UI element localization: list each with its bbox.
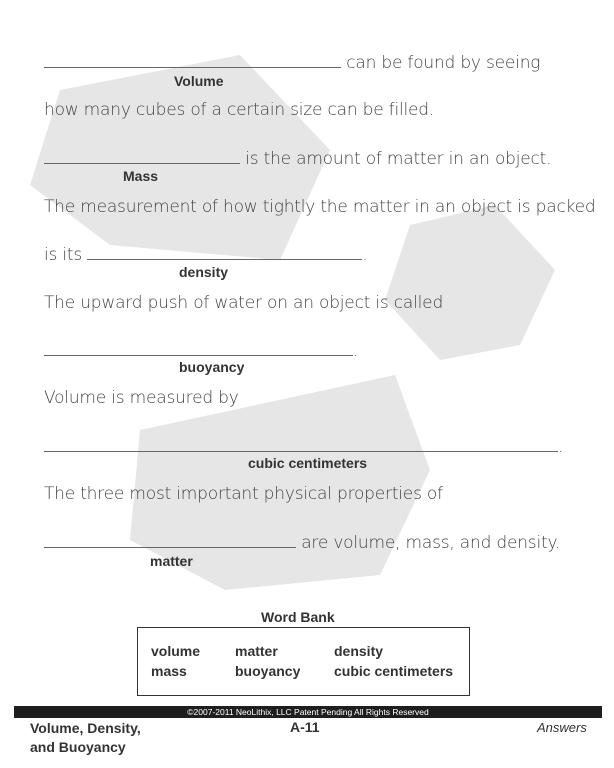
sentence-text: . <box>353 341 359 361</box>
word-bank-word: matter <box>235 643 278 659</box>
sentence-text: The three most important physical properties of <box>44 484 443 504</box>
page-number: A-11 <box>290 719 320 735</box>
word-bank-word: density <box>334 643 384 659</box>
answer-matter: matter <box>150 553 193 569</box>
answer-mass: Mass <box>123 168 159 184</box>
word-bank-word: buoyancy <box>235 663 301 679</box>
answer-density: density <box>179 264 229 280</box>
word-bank-word: mass <box>151 663 187 679</box>
answer-blank[interactable] <box>44 149 240 164</box>
sentence-5-line <box>44 437 563 457</box>
sentence-text: how many cubes of a certain size can be filled. <box>44 100 435 120</box>
sentence-1-line <box>44 53 540 73</box>
answer-cubic-centimeters: cubic centimeters <box>248 455 368 471</box>
sentence-3-line <box>44 245 367 265</box>
answer-blank[interactable] <box>44 341 353 356</box>
sentence-2-line <box>44 149 551 169</box>
sentence-text: Volume is measured by <box>44 388 239 408</box>
answer-volume: Volume <box>174 73 224 89</box>
sentence-text: . <box>558 437 564 457</box>
sentence-text: The measurement of how tightly the matter in an object is packed <box>44 197 596 217</box>
sentence-4-line <box>44 341 358 361</box>
sentence-text: are volume, mass, and density. <box>301 533 561 553</box>
sentence-text: is its <box>44 245 83 265</box>
footer-title <box>30 719 141 757</box>
footer-title-line: Volume, Density, <box>30 720 141 736</box>
sentence-6-line <box>44 533 560 553</box>
footer-title-line: and Buoyancy <box>30 739 126 755</box>
sentence-text: is the amount of matter in an object. <box>245 149 552 169</box>
word-bank-box <box>137 627 470 696</box>
answer-blank[interactable] <box>44 53 341 68</box>
sentence-text: . <box>362 245 368 265</box>
answer-buoyancy: buoyancy <box>179 359 245 375</box>
answer-blank[interactable] <box>87 245 362 260</box>
copyright-bar: ©2007-2011 NeoLithix, LLC Patent Pending All Rights Reserved <box>14 706 602 718</box>
word-bank-title: Word Bank <box>261 609 335 625</box>
sentence-text: The upward push of water on an object is called <box>44 293 444 313</box>
hexagon-shape <box>385 205 555 360</box>
word-bank-word: volume <box>151 643 201 659</box>
answer-blank[interactable] <box>44 533 296 548</box>
answer-blank[interactable] <box>44 437 558 452</box>
answers-label: Answers <box>537 720 587 735</box>
word-bank-word: cubic centimeters <box>334 663 454 679</box>
sentence-text: can be found by seeing <box>346 53 541 73</box>
